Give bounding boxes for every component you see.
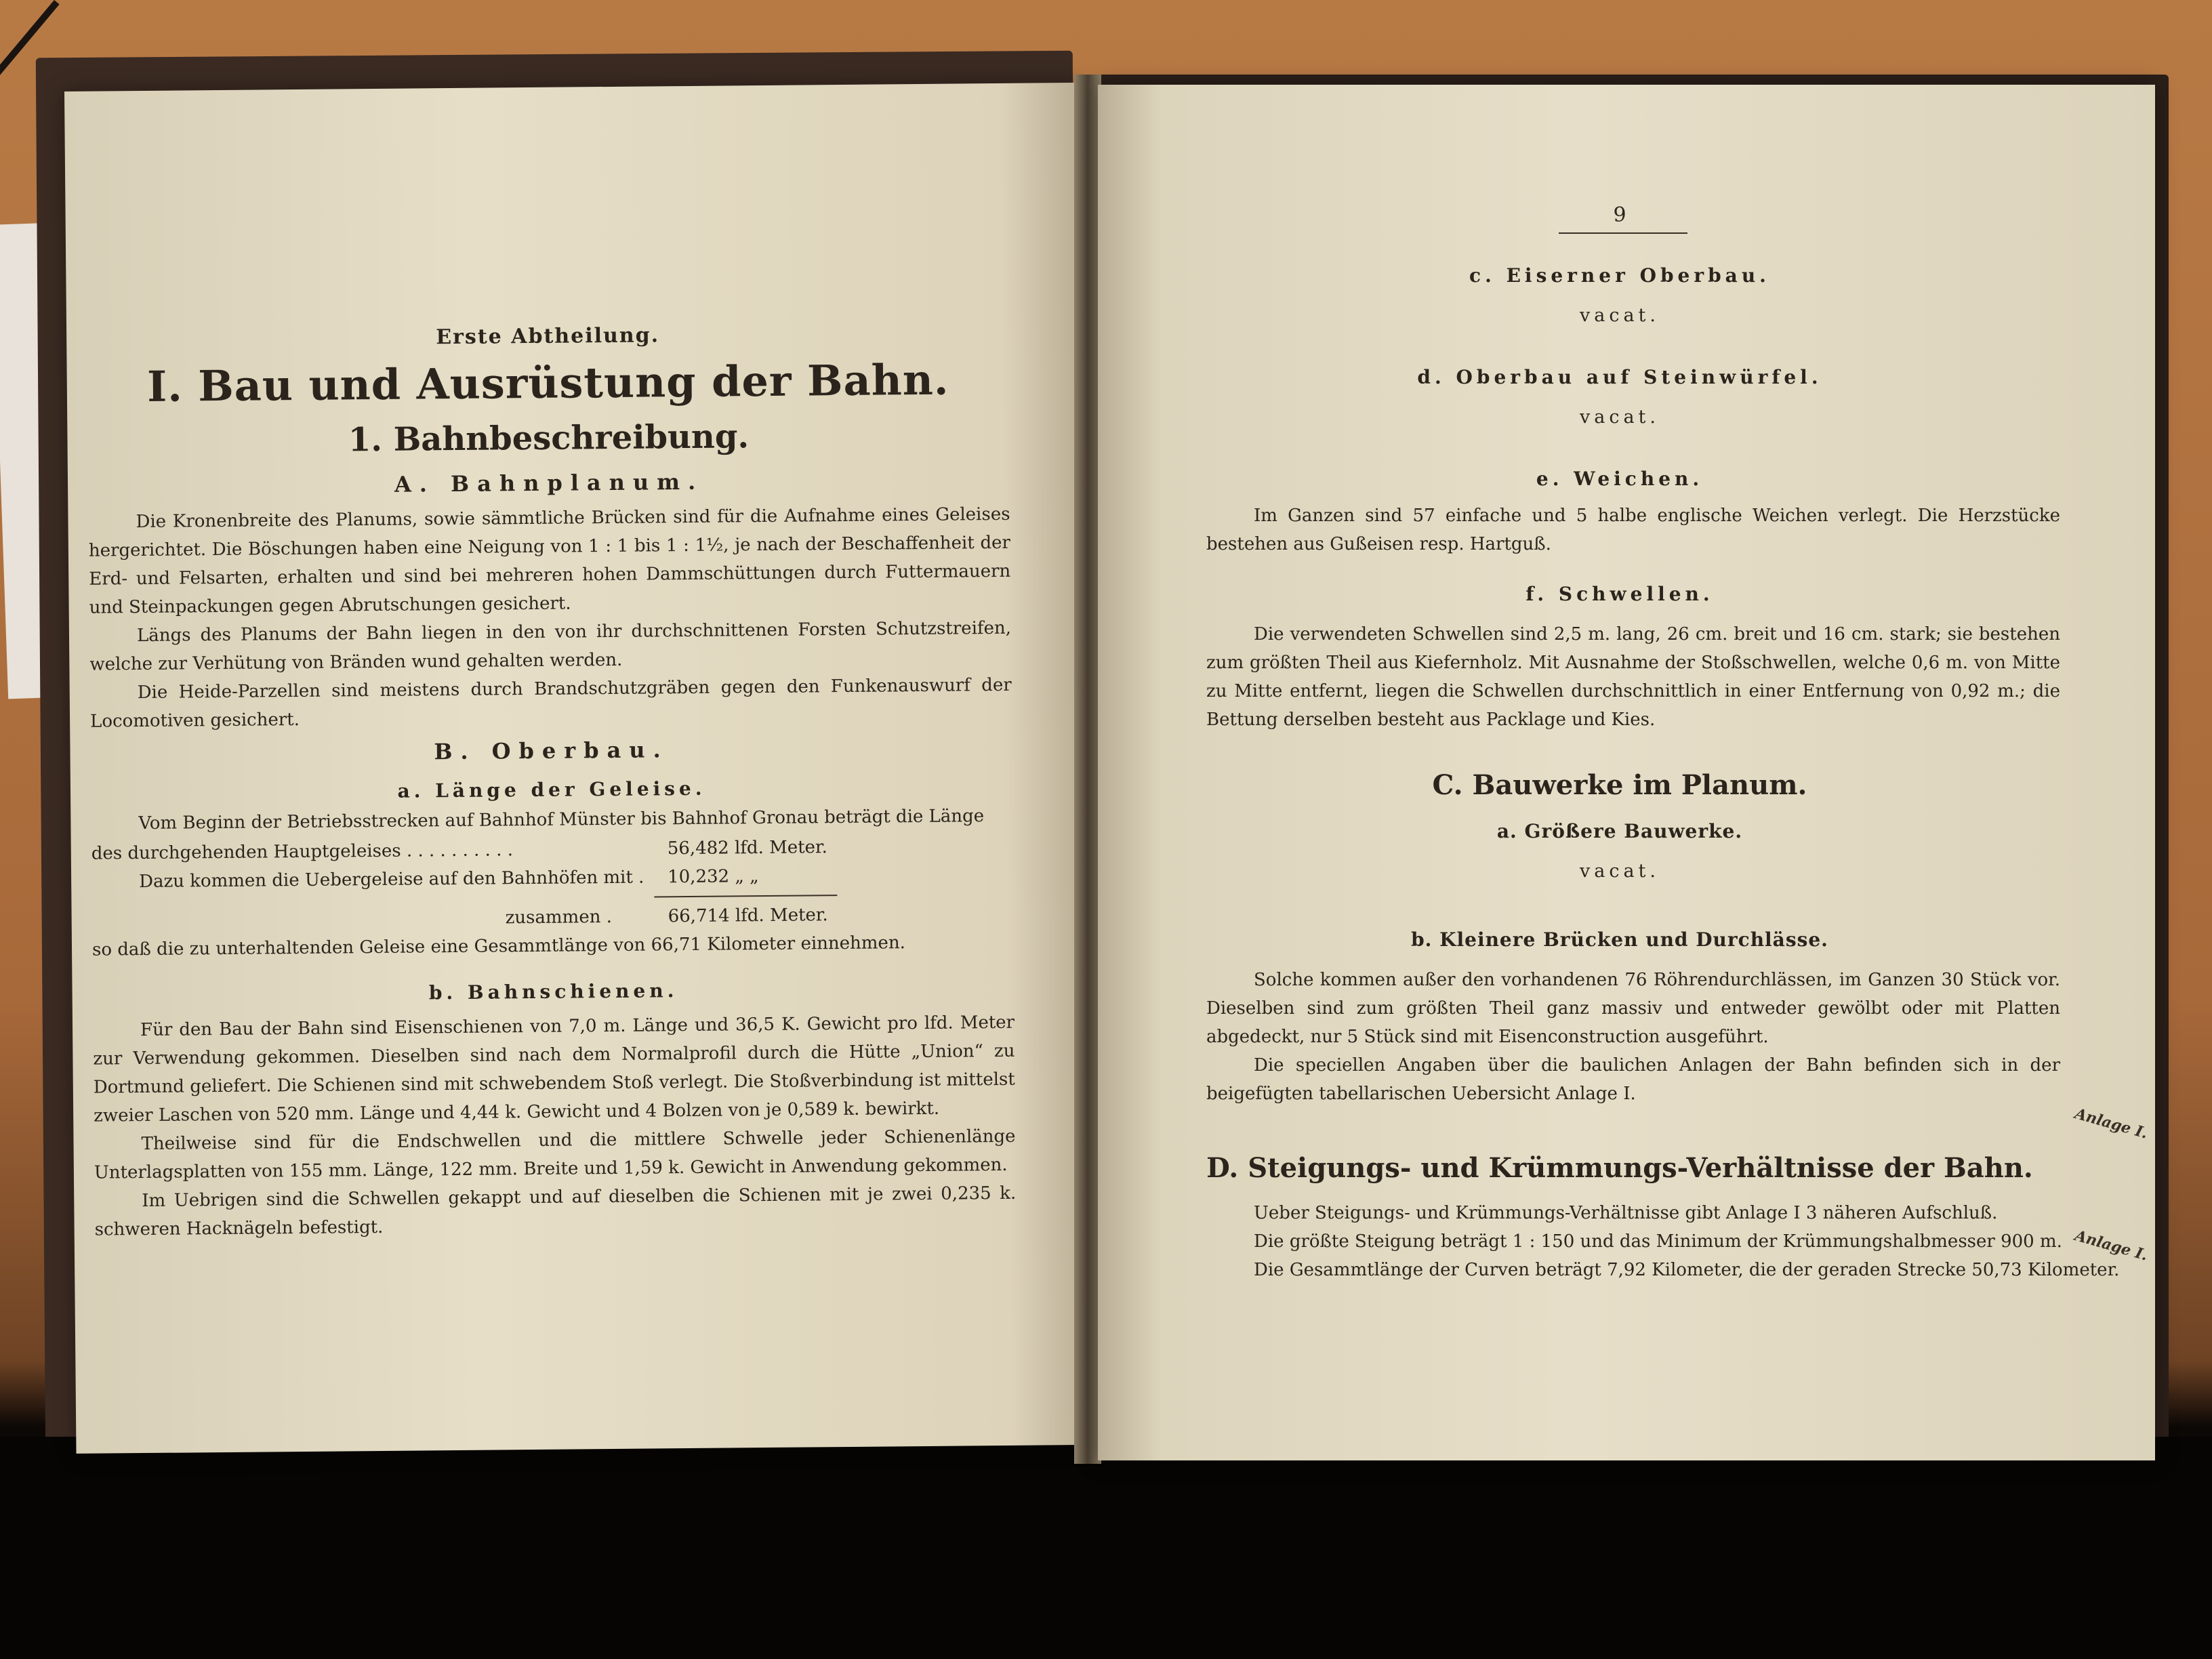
section-e-paragraph: Im Ganzen sind 57 einfache und 5 halbe englische Weichen verlegt. Die Herzstücke bestehen aus Gußeisen resp. Hartguß. (1206, 506, 2060, 554)
section-f-heading: f. Schwellen. (1525, 583, 1714, 605)
section-C-heading: C. Bauwerke im Planum. (1432, 769, 1807, 801)
section-a-paragraph-3: Die Heide-Parzellen sind meistens durch Brandschutzgräben gegen den Funkenauswurf der Locomotiven gesichert. (89, 674, 1012, 732)
section-c-vacat: vacat. (1579, 305, 1660, 326)
main-title: I. Bau und Ausrüstung der Bahn. (146, 354, 949, 411)
section-a-heading: A. Bahnplanum. (394, 468, 704, 497)
side-track-value: 10,232 „ „ (668, 866, 759, 888)
subsection-b-heading: b. Bahnschienen. (428, 979, 678, 1004)
part-title: Erste Abtheilung. (436, 323, 660, 350)
section-C-sub-b-heading: b. Kleinere Brücken und Durchlässe. (1411, 928, 1828, 951)
bridges-paragraph-2: Die speciellen Angaben über die baulichen Anlagen der Bahn befinden sich in der beigefügten tabellarischen Uebersicht Anlage I. (1206, 1055, 2060, 1104)
rails-paragraph-3: Im Uebrigen sind die Schwellen gekappt und auf dieselben die Schienen mit je zwei 0,235 k. schweren Hacknägeln befestigt. (94, 1183, 1017, 1240)
section-b-heading: B. Oberbau. (434, 737, 669, 765)
total-label: zusammen . (505, 906, 613, 928)
margin-note-anlage-2: Anlage I. (2072, 1227, 2150, 1265)
section-a-text (88, 500, 1012, 736)
section-C-sub-a-vacat: vacat. (1579, 861, 1660, 882)
rails-paragraph-2: Theilweise sind für die Endschwellen und die mittlere Schwelle jeder Schienenlänge Unterlagsplatten von 155 mm. Länge, 122 mm. Breite und 1,59 k. Gewicht in Anwendung gekommen. (94, 1126, 1016, 1183)
section-c-heading: c. Eiserner Oberbau. (1469, 264, 1770, 287)
section-f-paragraph: Die verwendeten Schwellen sind 2,5 m. lang, 26 cm. breit und 16 cm. stark; sie bestehen zum größten Theil aus Kiefernholz. Mit Ausnahme der Stoßschwellen, welche 0,6 m. von Mitte zu Mitte entfernt, liegen die Schwellen durchschnittlich in einer Entfernung von 0,92 m.; die Bettung derselben besteht aus Packlage und Kies. (1206, 624, 2060, 730)
rails-paragraph-1: Für den Bau der Bahn sind Eisenschienen von 7,0 m. Länge und 36,5 K. Gewicht pro lfd. Meter zur Verwendung gekommen. Dieselben sind nach dem Normalprofil durch die Hütte „Union“ zu Dortmund geliefert. Die Schienen sind mit schwebendem Stoß verlegt. Die Stoßverbindung ist mittelst zweier Laschen von 520 mm. Länge und 4,44 k. Gewicht und 4 Bolzen von je 0,589 k. bewirkt. (93, 1012, 1015, 1126)
bridges-paragraph-1: Solche kommen außer den vorhandenen 76 Röhrendurchlässen, im Ganzen 30 Stück vor. Dieselben sind zum größten Theil ganz massiv und entweder gewölbt oder mit Platten abgedeckt, nur 5 Stück sind mit Eisenconstruction ausgeführt. (1206, 970, 2060, 1047)
right-page (1098, 85, 2155, 1460)
section-D-line-2: Die größte Steigung beträgt 1 : 150 und das Minimum der Krümmungshalbmesser 900 m. (1254, 1231, 2062, 1252)
side-track-label: Dazu kommen die Uebergeleise auf den Bahnhöfen mit . (139, 867, 644, 893)
total-value: 66,714 lfd. Meter. (668, 905, 828, 927)
length-intro-line: Vom Beginn der Betriebsstrecken auf Bahnhof Münster bis Bahnhof Gronau beträgt die Länge (138, 806, 985, 834)
section-D-line-3: Die Gesammtlänge der Curven beträgt 7,92 Kilometer, die der geraden Strecke 50,73 Kilometer. (1254, 1260, 2120, 1280)
section-C-sub-a-heading: a. Größere Bauwerke. (1496, 820, 1743, 842)
section-d-heading: d. Oberbau auf Steinwürfel. (1417, 366, 1822, 388)
rails-text (93, 1008, 1017, 1244)
sum-rule (654, 895, 837, 897)
subsection-a-heading: a. Länge der Geleise. (397, 777, 706, 802)
desk-shadow (0, 1437, 2212, 1659)
section-D-line-1: Ueber Steigungs- und Krümmungs-Verhältnisse gibt Anlage I 3 näheren Aufschluß. (1254, 1203, 1998, 1223)
main-track-label: des durchgehenden Hauptgeleises . . . . . . . . . . (91, 840, 514, 864)
total-length-line: so daß die zu unterhaltenden Geleise eine Gesammtlänge von 66,71 Kilometer einnehmen. (91, 933, 906, 960)
section-e-text (1206, 501, 2060, 558)
section-e-heading: e. Weichen. (1536, 468, 1704, 490)
section-d-vacat: vacat. (1579, 407, 1660, 428)
margin-note-anlage-1: Anlage I. (2072, 1105, 2150, 1143)
page-number: 9 (1613, 203, 1626, 227)
book-gutter (1074, 75, 1101, 1464)
section-f-text (1206, 620, 2060, 734)
section-a-paragraph-2: Längs des Planums der Bahn liegen in den von ihr durchschnittenen Forsten Schutzstreifen, welche zur Verhütung von Bränden wund gehalten werden. (89, 617, 1012, 675)
section-a-paragraph-1: Die Kronenbreite des Planums, sowie sämmtliche Brücken sind für die Aufnahme eines Geleises hergerichtet. Die Böschungen haben eine Neigung von 1 : 1 bis 1 : 1½, je nach der Beschaffenheit der Erd- und Felsarten, erhalten und sind bei mehreren hohen Dammschüttungen durch Futtermauern und Steinpackungen gegen Abrutschungen gesichert. (88, 504, 1011, 618)
chapter-title: 1. Bahnbeschreibung. (348, 417, 750, 459)
section-D-heading: D. Steigungs- und Krümmungs-Verhältnisse der Bahn. (1206, 1152, 2033, 1184)
section-C-sub-b-text (1206, 966, 2060, 1108)
left-page (64, 83, 1092, 1454)
main-track-value: 56,482 lfd. Meter. (667, 837, 827, 859)
page-number-rule (1559, 232, 1687, 234)
